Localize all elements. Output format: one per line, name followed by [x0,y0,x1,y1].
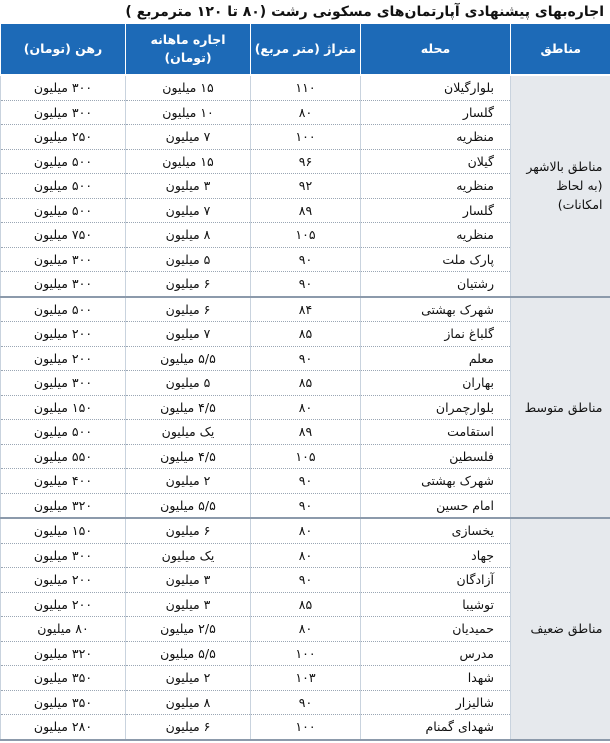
area-cell: ۹۰ [251,247,361,272]
rent-cell: یک میلیون [126,420,251,445]
area-cell: ۹۰ [251,272,361,297]
neighborhood-cell: شهدا [361,666,511,691]
neighborhood-cell: شهرک بهشتی [361,469,511,494]
area-cell: ۸۵ [251,322,361,347]
region-cell: مناطق ضعیف [511,518,610,740]
deposit-cell: ۳۲۰ میلیون [1,493,126,518]
header-deposit: رهن (تومان) [1,24,126,75]
region-cell: مناطق بالاشهر (به لحاظ امکانات) [511,75,610,297]
rent-cell: ۱۵ میلیون [126,75,251,100]
area-cell: ۹۰ [251,568,361,593]
neighborhood-cell: امام حسین [361,493,511,518]
neighborhood-cell: شهرک بهشتی [361,297,511,322]
rent-cell: ۲ میلیون [126,469,251,494]
deposit-cell: ۲۵۰ میلیون [1,125,126,150]
deposit-cell: ۴۰۰ میلیون [1,469,126,494]
neighborhood-cell: پارک ملت [361,247,511,272]
area-cell: ۱۰۰ [251,641,361,666]
rent-cell: ۳ میلیون [126,592,251,617]
area-cell: ۸۵ [251,371,361,396]
header-row [1,24,610,75]
area-cell: ۸۹ [251,420,361,445]
neighborhood-cell: یخسازی [361,518,511,543]
table-row [1,75,610,100]
header-rent: اجاره ماهانه (تومان) [126,24,251,75]
deposit-cell: ۳۵۰ میلیون [1,666,126,691]
deposit-cell: ۱۵۰ میلیون [1,518,126,543]
neighborhood-cell: آزادگان [361,568,511,593]
rent-cell: ۱۵ میلیون [126,149,251,174]
deposit-cell: ۵۰۰ میلیون [1,297,126,322]
rent-cell: ۵ میلیون [126,247,251,272]
area-cell: ۱۰۵ [251,444,361,469]
deposit-cell: ۳۰۰ میلیون [1,543,126,568]
deposit-cell: ۲۰۰ میلیون [1,592,126,617]
rent-cell: ۷ میلیون [126,198,251,223]
rent-cell: ۶ میلیون [126,297,251,322]
neighborhood-cell: گلسار [361,198,511,223]
neighborhood-cell: گلباغ نماز [361,322,511,347]
rent-cell: ۵ میلیون [126,371,251,396]
deposit-cell: ۲۰۰ میلیون [1,568,126,593]
deposit-cell: ۳۰۰ میلیون [1,272,126,297]
neighborhood-cell: معلم [361,346,511,371]
area-cell: ۹۰ [251,469,361,494]
deposit-cell: ۲۸۰ میلیون [1,715,126,740]
neighborhood-cell: بلوارگیلان [361,75,511,100]
neighborhood-cell: منظریه [361,223,511,248]
rent-cell: ۷ میلیون [126,125,251,150]
header-neighborhood: محله [361,24,511,75]
area-cell: ۱۰۳ [251,666,361,691]
area-cell: ۸۰ [251,395,361,420]
rent-cell: ۴/۵ میلیون [126,444,251,469]
deposit-cell: ۸۰ میلیون [1,617,126,642]
area-cell: ۸۰ [251,617,361,642]
rent-cell: ۶ میلیون [126,518,251,543]
rent-cell: ۷ میلیون [126,322,251,347]
rent-cell: ۵/۵ میلیون [126,493,251,518]
area-cell: ۸۴ [251,297,361,322]
deposit-cell: ۵۰۰ میلیون [1,174,126,199]
deposit-cell: ۷۵۰ میلیون [1,223,126,248]
rent-cell: ۸ میلیون [126,223,251,248]
deposit-cell: ۲۰۰ میلیون [1,346,126,371]
rent-cell: ۵/۵ میلیون [126,346,251,371]
rent-cell: ۸ میلیون [126,690,251,715]
area-cell: ۸۵ [251,592,361,617]
neighborhood-cell: حمیدیان [361,617,511,642]
neighborhood-cell: رشتیان [361,272,511,297]
area-cell: ۱۰۰ [251,715,361,740]
area-cell: ۹۰ [251,346,361,371]
neighborhood-cell: شالیزار [361,690,511,715]
neighborhood-cell: فلسطین [361,444,511,469]
area-cell: ۹۲ [251,174,361,199]
neighborhood-cell: گیلان [361,149,511,174]
area-cell: ۹۰ [251,690,361,715]
area-cell: ۹۰ [251,493,361,518]
area-cell: ۱۰۵ [251,223,361,248]
neighborhood-cell: مدرس [361,641,511,666]
area-cell: ۱۱۰ [251,75,361,100]
table-row [1,518,610,543]
deposit-cell: ۵۰۰ میلیون [1,149,126,174]
deposit-cell: ۳۰۰ میلیون [1,75,126,100]
deposit-cell: ۵۰۰ میلیون [1,420,126,445]
rent-cell: ۵/۵ میلیون [126,641,251,666]
rent-cell: ۴/۵ میلیون [126,395,251,420]
area-cell: ۱۰۰ [251,125,361,150]
header-area: متراژ (متر مربع) [251,24,361,75]
deposit-cell: ۱۵۰ میلیون [1,395,126,420]
deposit-cell: ۵۵۰ میلیون [1,444,126,469]
rent-cell: ۲ میلیون [126,666,251,691]
area-cell: ۹۶ [251,149,361,174]
rent-cell: ۲/۵ میلیون [126,617,251,642]
table-body [1,75,610,740]
neighborhood-cell: منظریه [361,174,511,199]
header-region: مناطق [511,24,610,75]
page-title: اجاره‌بهای پیشنهادی آپارتمان‌های مسکونی رشت (۸۰ تا ۱۲۰ مترمربع ) [125,4,604,20]
area-cell: ۸۹ [251,198,361,223]
rent-cell: ۳ میلیون [126,568,251,593]
neighborhood-cell: گلسار [361,100,511,125]
rent-cell: ۶ میلیون [126,715,251,740]
rent-table [0,24,610,741]
deposit-cell: ۲۰۰ میلیون [1,322,126,347]
neighborhood-cell: توشیبا [361,592,511,617]
neighborhood-cell: جهاد [361,543,511,568]
deposit-cell: ۳۰۰ میلیون [1,371,126,396]
rent-cell: ۶ میلیون [126,272,251,297]
table-row [1,297,610,322]
neighborhood-cell: استقامت [361,420,511,445]
neighborhood-cell: بلوارچمران [361,395,511,420]
rent-cell: ۳ میلیون [126,174,251,199]
neighborhood-cell: بهاران [361,371,511,396]
area-cell: ۸۰ [251,100,361,125]
deposit-cell: ۳۵۰ میلیون [1,690,126,715]
region-cell: مناطق متوسط [511,297,610,519]
rent-cell: یک میلیون [126,543,251,568]
deposit-cell: ۳۲۰ میلیون [1,641,126,666]
deposit-cell: ۳۰۰ میلیون [1,247,126,272]
area-cell: ۸۰ [251,518,361,543]
neighborhood-cell: منظریه [361,125,511,150]
area-cell: ۸۰ [251,543,361,568]
deposit-cell: ۵۰۰ میلیون [1,198,126,223]
deposit-cell: ۳۰۰ میلیون [1,100,126,125]
neighborhood-cell: شهدای گمنام [361,715,511,740]
rent-cell: ۱۰ میلیون [126,100,251,125]
